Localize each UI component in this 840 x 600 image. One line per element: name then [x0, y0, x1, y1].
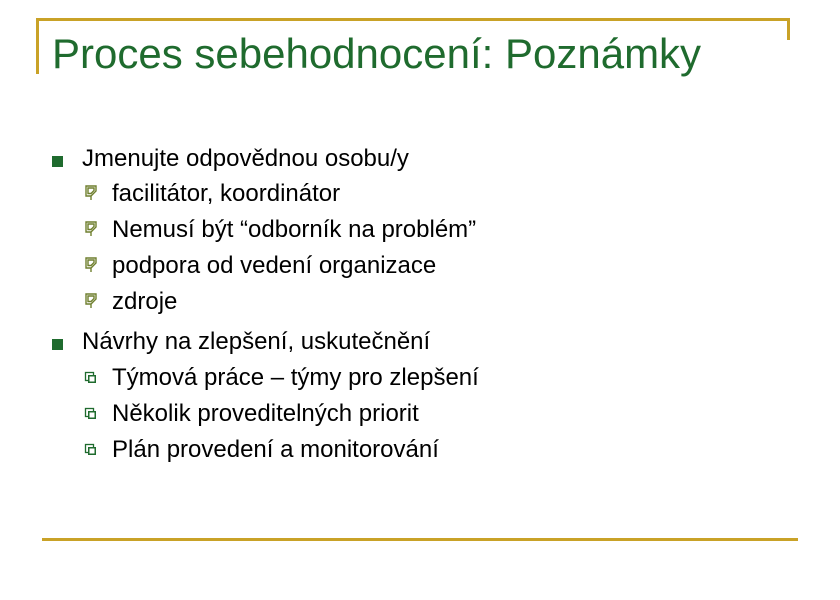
slide-title: Proces sebehodnocení: Poznámky	[52, 30, 702, 77]
pen-nib-icon	[84, 185, 98, 201]
square-bullet-icon	[52, 339, 63, 350]
title-frame-top-rule	[36, 18, 790, 21]
checkbox-icon	[84, 405, 98, 421]
checkbox-icon	[84, 441, 98, 457]
bullet-text: Návrhy na zlepšení, uskutečnění	[82, 328, 431, 355]
checkbox-icon	[84, 369, 98, 385]
subitem-text: zdroje	[112, 288, 178, 315]
subitem-text: facilitátor, koordinátor	[112, 180, 341, 207]
subitem-text: Plán provedení a monitorování	[112, 436, 439, 463]
subitem-text: Týmová práce – týmy pro zlepšení	[112, 364, 479, 391]
bullet-text: Jmenujte odpovědnou osobu/y	[82, 145, 409, 172]
square-bullet-icon	[52, 156, 63, 167]
bottom-rule	[42, 538, 798, 541]
subitem-text: podpora od vedení organizace	[112, 252, 437, 279]
title-frame-left-rule	[36, 18, 39, 74]
pen-nib-icon	[84, 293, 98, 309]
pen-nib-icon	[84, 257, 98, 273]
subitem-text: Několik proveditelných priorit	[112, 400, 419, 427]
title-frame-right-rule	[787, 18, 790, 40]
pen-nib-icon	[84, 221, 98, 237]
subitem-text: Nemusí být “odborník na problém”	[112, 216, 477, 243]
